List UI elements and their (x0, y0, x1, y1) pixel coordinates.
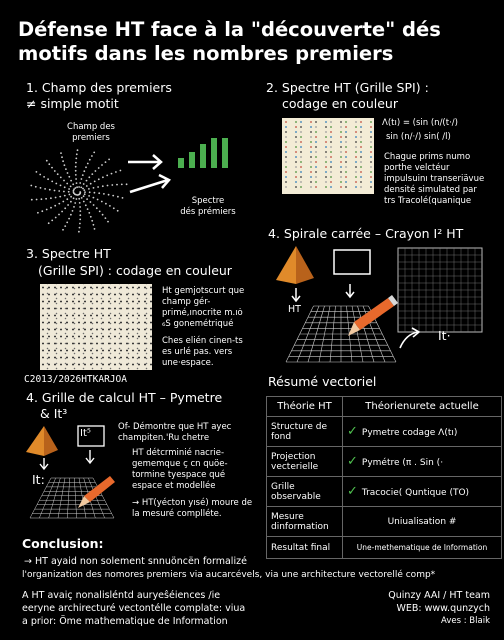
section-3-text-1: Ht gemjotscurt que champ gér-primé,ınocrite m.ıȯ ₆S gonemétriqué (162, 286, 245, 329)
row-value: Pymetre codage Λ(tı) (361, 428, 458, 438)
pyramid-icon (26, 426, 58, 456)
row-label: Mesure dinformation (267, 507, 343, 537)
table-header-row (267, 397, 502, 417)
section-2-subheading: codage en couleur (282, 96, 398, 111)
page-title: Défense HT face à la "découverte" dés motifs dans les nombres premiers (18, 18, 441, 65)
section-4b-heading: 4. Grille de calcul HT – Pymetre (26, 390, 223, 405)
section-3-text-2: Ches elién cinen-ts es urlé pas. vers une·espace. (162, 336, 243, 368)
row-value: Tracocie( Quntique (TO) (361, 488, 470, 498)
projection-box-icon (334, 250, 370, 274)
row-label: Structure de fond (267, 417, 343, 447)
table-row (267, 477, 502, 507)
spectrum-bars-icon (178, 138, 228, 168)
prime-field-label: Champ des premiers (67, 122, 115, 143)
credits-author: Aves : Blaik (441, 616, 490, 626)
section-3-heading: 3. Spectre HT (26, 246, 111, 261)
prime-spiral-diagram (18, 138, 248, 246)
it-label: It· (438, 328, 451, 343)
row-label: Resultat final (267, 537, 343, 559)
section-4a-heading: 4. Spirale carrée – Crayon I² HT (268, 226, 464, 241)
spi-grid-color-panel (282, 118, 374, 194)
table-header-ht: Théorie HT (267, 397, 343, 417)
credits-team: Quinzy AAI / HT team (388, 590, 490, 601)
section-1-heading: 1. Champ des premiers (26, 80, 172, 95)
conclusion-line-2: l'organization des nomores premiers via aucarcévels, via une architecture vectorellé comp* (22, 570, 436, 580)
arrow-to-spectrum-icon (128, 155, 169, 192)
pencil-icon (78, 476, 115, 508)
down-arrow-icon (292, 284, 354, 301)
row-value: Pymétre (π . Sin (· (361, 458, 444, 468)
spiral-grid-panel (398, 248, 482, 332)
section-4b-subheading: & It³ (40, 406, 68, 421)
spi-noise-grid-panel (40, 284, 152, 370)
row-label: Projection vecterielle (267, 447, 343, 477)
row-value: Une-methematique de Information (343, 537, 502, 559)
formula-line-1: Λ(tı) = (sin (n/(t·/) (382, 118, 458, 128)
section-1-subheading: ≠ simple motit (26, 96, 119, 111)
section-2-heading: 2. Spectre HT (Grille SPI) : (266, 80, 429, 95)
spiral-dots (30, 149, 127, 232)
section-3-subheading: (Grille SPI) : codage en couleur (38, 263, 232, 278)
row-value: Uniualisation # (343, 507, 502, 537)
conclusion-line-1: → HT ayaid non solement snnuöncën formalizé (24, 556, 247, 567)
section-2-text: Chague prims numo porthe velctéur impulsuinı transeriävue densité simulated par trs Tracolé(quanique (384, 152, 485, 206)
section-4b-text-2: HT détcrminié nacrie-gememque ç cn quöe-tormine tyespace qué espace et modellée (132, 448, 228, 491)
check-icon: ✓ (347, 484, 358, 499)
row-label: Grille observable (267, 477, 343, 507)
it-colon-label: It: (32, 472, 45, 487)
summary-table (266, 396, 502, 559)
formula-line-2: sin (n/·/) sin( /l) (386, 132, 451, 142)
footer-line-3: a prior: Öme mathematique de Information (22, 616, 228, 627)
credits-web: WEB: www.qunzych (396, 603, 490, 614)
table-row (267, 507, 502, 537)
pencil-icon (348, 295, 398, 336)
section-3-caption: C2013/2026HTKARJOA (24, 374, 127, 385)
section-4b-text-3: → HT(yécton yısé) moure de la mesuré complléte. (132, 498, 253, 519)
prime-spectrum-label: Spectre dés prémiers (180, 196, 236, 217)
table-row (267, 417, 502, 447)
section-4b-text-1: Of- Démontre que HT ayec champiten.'Ru chetre (118, 422, 232, 443)
footer-line-2: eeryne archirecturé vectontélle complate: viua (22, 603, 246, 614)
footer-line-1: A HT avaiç nonalisléntd auryeŝéiences /ie (22, 590, 221, 601)
conclusion-heading: Conclusion: (22, 536, 104, 551)
check-icon: ✓ (347, 424, 358, 439)
check-icon: ✓ (347, 454, 358, 469)
table-row (267, 447, 502, 477)
summary-heading: Résumé vectoriel (268, 374, 377, 389)
table-header-current: Théorienurete actuelle (343, 397, 502, 417)
pyramid-icon (276, 246, 314, 284)
ht-label: HT (288, 304, 301, 315)
it-box-label: It⁵ (80, 428, 91, 439)
